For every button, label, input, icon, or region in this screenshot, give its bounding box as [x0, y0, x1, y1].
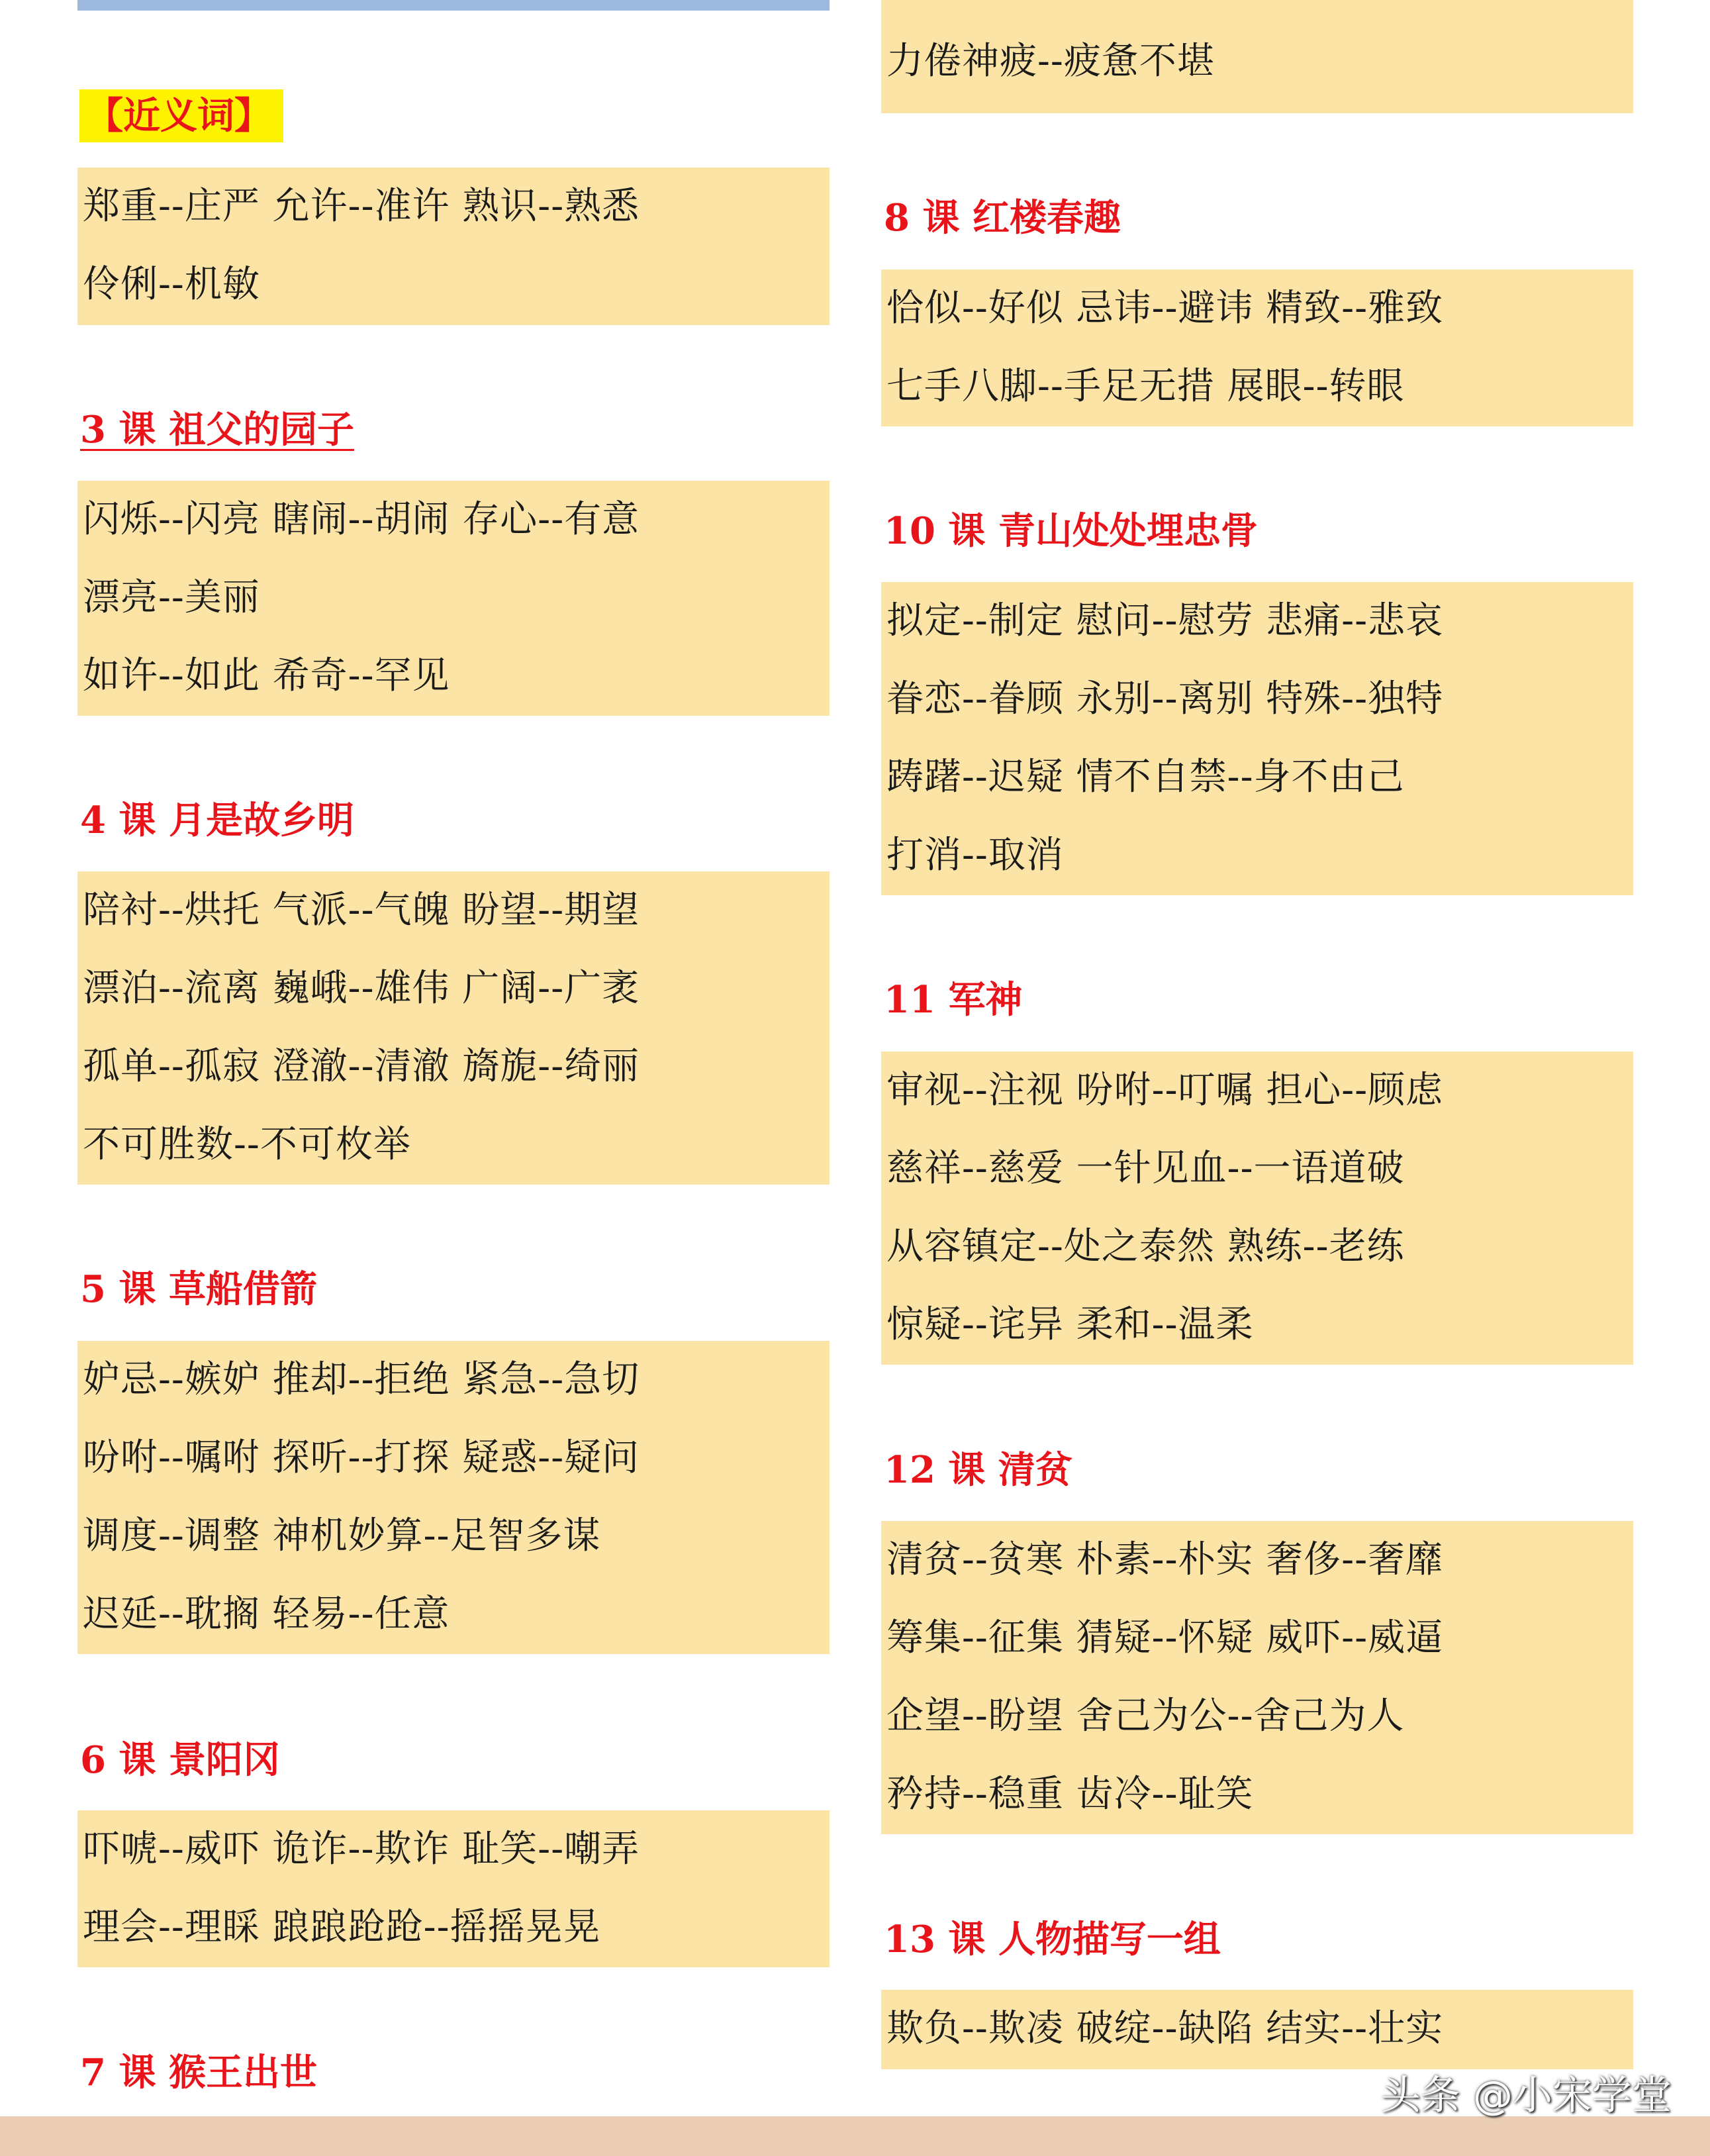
synonym-line: 恰似--好似 忌讳--避讳 精致--雅致: [886, 287, 1444, 330]
synonym-box-lesson-11: [881, 1052, 1633, 1365]
synonym-line: 踌躇--迟疑 情不自禁--身不由己: [886, 756, 1405, 799]
synonym-box-lesson-4: [77, 871, 830, 1185]
synonym-line: 慈祥--慈爱 一针见血--一语道破: [886, 1147, 1405, 1190]
synonym-box-lesson-3: [77, 481, 830, 716]
synonym-box-lesson-10: [881, 582, 1633, 895]
synonym-line: 眷恋--眷顾 永别--离别 特殊--独特: [886, 677, 1444, 720]
synonym-line: 漂泊--流离 巍峨--雄伟 广阔--广袤: [83, 967, 640, 1010]
synonyms-tag: 【近义词】: [79, 89, 283, 142]
synonym-line: 惊疑--诧异 柔和--温柔: [886, 1303, 1254, 1346]
synonym-line: 迟延--耽搁 轻易--任意: [83, 1592, 450, 1636]
lesson-title-11: 11 军神: [884, 978, 1023, 1022]
synonym-line: 拟定--制定 慰问--慰劳 悲痛--悲哀: [886, 599, 1444, 642]
synonym-box-intro: [77, 168, 830, 325]
synonym-line: 吩咐--嘱咐 探听--打探 疑惑--疑问: [83, 1436, 640, 1479]
synonym-line: 七手八脚--手足无措 展眼--转眼: [886, 365, 1405, 408]
synonym-line: 妒忌--嫉妒 推却--拒绝 紧急--急切: [83, 1358, 640, 1401]
synonym-line: 孤单--孤寂 澄澈--清澈 旖旎--绮丽: [83, 1045, 640, 1088]
lesson-title-6: 6 课 景阳冈: [80, 1738, 280, 1782]
footer-band: [0, 2116, 1710, 2156]
lesson-title-7: 7 课 猴王出世: [80, 2051, 317, 2094]
synonym-box-continued: [881, 0, 1633, 113]
synonym-line: 矜持--稳重 齿冷--耻笑: [886, 1773, 1254, 1816]
synonym-box-lesson-6: [77, 1810, 830, 1967]
lesson-title-12: 12 课 清贫: [884, 1448, 1072, 1492]
synonym-line: 清贫--贫寒 朴素--朴实 奢侈--奢靡: [886, 1538, 1444, 1581]
top-divider-bar: [77, 0, 830, 11]
watermark: 头条 @小宋学堂: [1380, 2073, 1672, 2119]
synonym-line: 审视--注视 吩咐--叮嘱 担心--顾虑: [886, 1069, 1444, 1112]
synonym-line: 调度--调整 神机妙算--足智多谋: [83, 1514, 601, 1557]
synonym-line: 郑重--庄严 允许--准许 熟识--熟悉: [83, 185, 640, 228]
lesson-title-5: 5 课 草船借箭: [80, 1267, 317, 1311]
lesson-title-13: 13 课 人物描写一组: [884, 1918, 1221, 1961]
synonym-box-lesson-12: [881, 1521, 1633, 1834]
synonym-line: 力倦神疲--疲惫不堪: [886, 40, 1215, 83]
synonym-line: 打消--取消: [886, 834, 1064, 877]
synonym-box-lesson-8: [881, 270, 1633, 426]
synonym-line: 漂亮--美丽: [83, 576, 260, 619]
lesson-title-4: 4 课 月是故乡明: [80, 799, 354, 842]
synonym-line: 理会--理睬 踉踉跄跄--摇摇晃晃: [83, 1906, 601, 1949]
synonym-box-lesson-5: [77, 1341, 830, 1654]
synonym-line: 吓唬--威吓 诡诈--欺诈 耻笑--嘲弄: [83, 1828, 640, 1871]
synonym-line: 筹集--征集 猜疑--怀疑 威吓--威逼: [886, 1616, 1444, 1659]
synonym-line: 闪烁--闪亮 瞎闹--胡闹 存心--有意: [83, 498, 640, 541]
synonym-line: 从容镇定--处之泰然 熟练--老练: [886, 1225, 1405, 1268]
synonym-line: 陪衬--烘托 气派--气魄 盼望--期望: [83, 889, 640, 932]
synonym-line: 如许--如此 希奇--罕见: [83, 654, 450, 697]
synonym-line: 伶俐--机敏: [83, 263, 260, 306]
lesson-title-3: 3 课 祖父的园子: [80, 408, 354, 452]
lesson-title-8: 8 课 红楼春趣: [884, 196, 1121, 240]
synonym-line: 不可胜数--不可枚举: [83, 1123, 411, 1166]
synonym-line: 欺负--欺凌 破绽--缺陷 结实--壮实: [886, 2007, 1444, 2050]
lesson-title-10: 10 课 青山处处埋忠骨: [884, 509, 1258, 553]
synonym-line: 企望--盼望 舍己为公--舍己为人: [886, 1694, 1405, 1738]
synonym-box-lesson-13: [881, 1990, 1633, 2069]
